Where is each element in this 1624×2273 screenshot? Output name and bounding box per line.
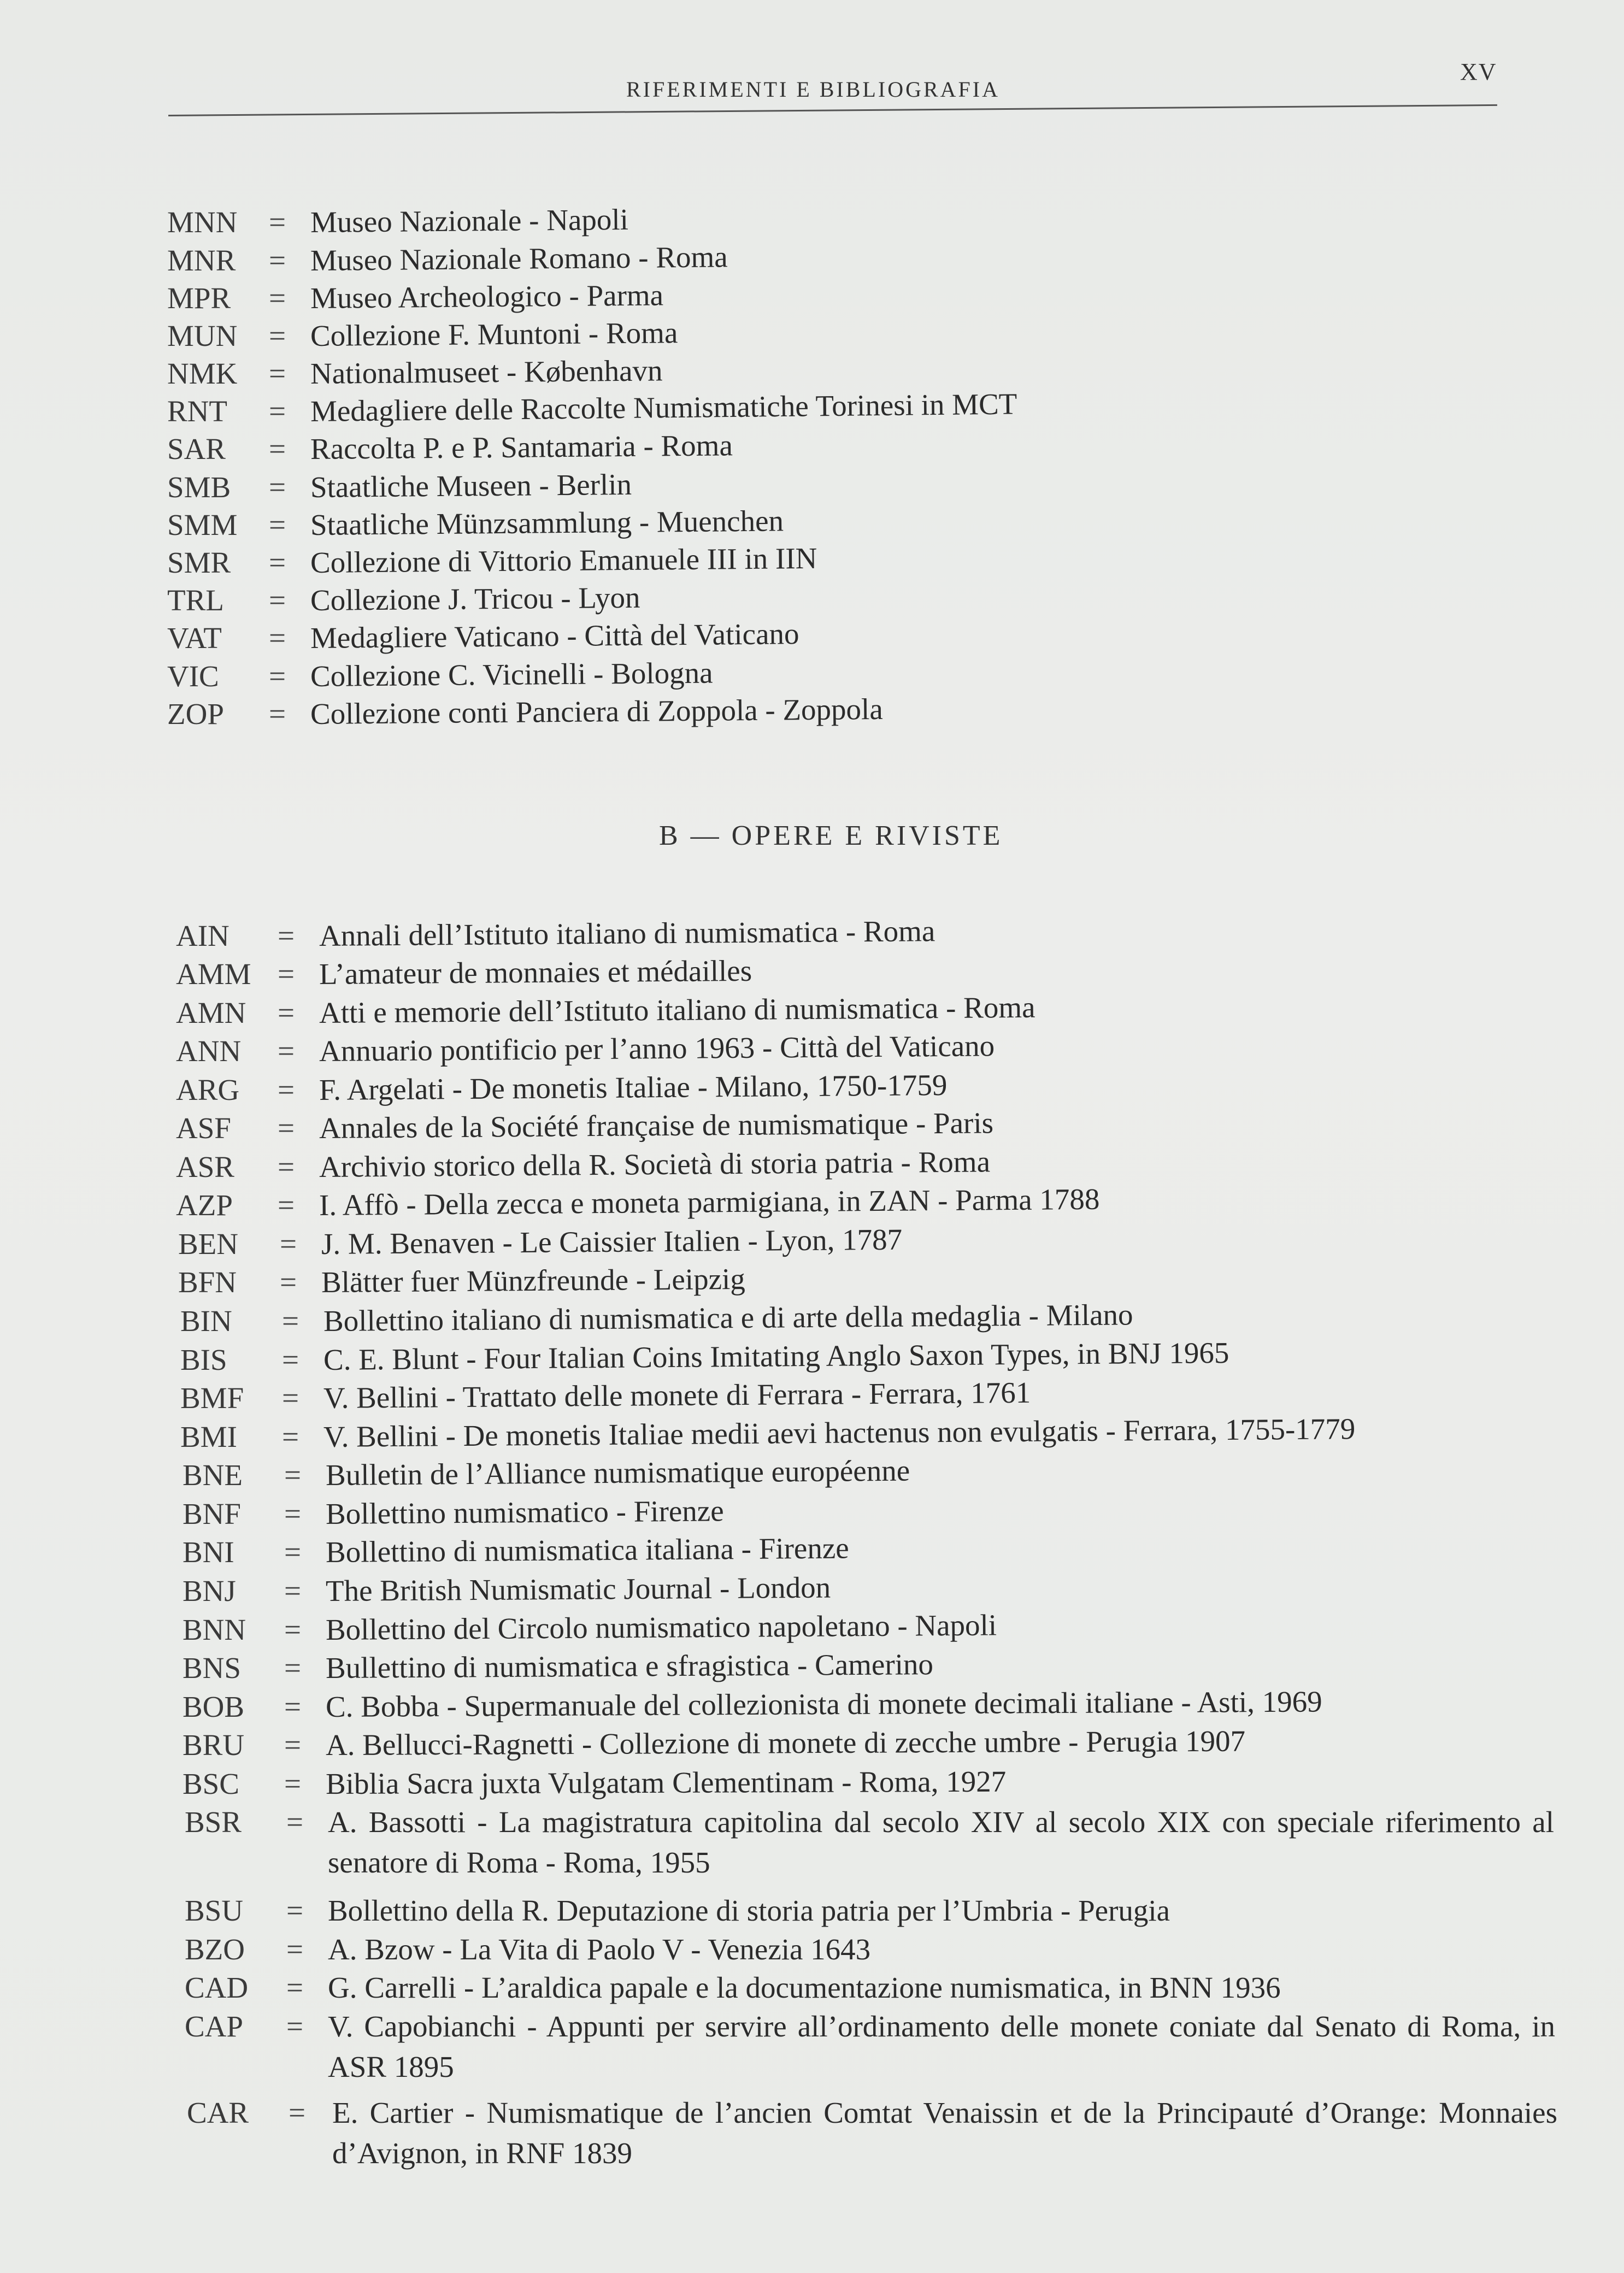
equals-sign: = — [280, 1227, 297, 1261]
equals-sign: = — [269, 357, 286, 390]
equals-sign: = — [269, 697, 286, 731]
entry-abbreviation: AIN — [176, 919, 230, 952]
entry-abbreviation: VAT — [167, 621, 222, 655]
running-head: RIFERIMENTI E BIBLIOGRAFIA — [626, 77, 1000, 102]
entry-abbreviation: CAR — [187, 2096, 249, 2129]
entry-abbreviation: BSU — [185, 1894, 243, 1927]
equals-sign: = — [280, 1265, 297, 1299]
equals-sign: = — [269, 205, 286, 239]
entry-abbreviation: BZO — [185, 1933, 245, 1966]
entry-abbreviation: BNE — [183, 1458, 243, 1492]
entry-description: Biblia Sacra juxta Vulgatam Clementinam - Roma, 1927 — [325, 1764, 1007, 1800]
equals-sign: = — [286, 2010, 304, 2043]
entry-description: Bollettino di numismatica italiana - Firenze — [325, 1531, 849, 1569]
equals-sign: = — [284, 1574, 302, 1607]
entry-abbreviation: BFN — [178, 1265, 237, 1299]
entry-abbreviation: BNS — [183, 1651, 241, 1685]
equals-sign: = — [284, 1497, 302, 1530]
entry-description: Bulletin de l’Alliance numismatique européenne — [325, 1453, 910, 1492]
entry-abbreviation: BNJ — [183, 1574, 236, 1607]
entry-abbreviation: BSR — [185, 1805, 242, 1839]
equals-sign: = — [269, 546, 286, 579]
equals-sign: = — [284, 1690, 302, 1723]
entry-description: The British Numismatic Journal - London — [325, 1570, 831, 1607]
equals-sign: = — [269, 244, 286, 277]
entry-description: Annales de la Société française de numismatique - Paris — [319, 1106, 994, 1145]
entry-description: Blätter fuer Münzfreunde - Leipzig — [321, 1262, 745, 1299]
equals-sign: = — [269, 659, 286, 693]
entry-description: Bollettino della R. Deputazione di storia patria per l’Umbria - Perugia — [328, 1894, 1170, 1927]
entry-abbreviation: BMF — [180, 1381, 244, 1415]
entry-abbreviation: ANN — [176, 1034, 242, 1068]
entry-abbreviation: RNT — [167, 394, 227, 428]
entry-abbreviation: BSC — [183, 1767, 239, 1800]
entry-description: Collezione F. Muntoni - Roma — [310, 316, 678, 352]
entry-abbreviation: BRU — [183, 1728, 245, 1762]
entry-abbreviation: MPR — [167, 281, 231, 315]
entry-abbreviation: ARG — [176, 1073, 240, 1106]
entry-abbreviation: ZOP — [167, 697, 224, 731]
equals-sign: = — [278, 1111, 295, 1145]
entry-abbreviation: BMI — [180, 1420, 237, 1453]
entry-description: C. E. Blunt - Four Italian Coins Imitating Anglo Saxon Types, in BNJ 1965 — [323, 1335, 1229, 1376]
entry-abbreviation: BIN — [180, 1304, 232, 1338]
entry-abbreviation: SAR — [167, 432, 226, 466]
equals-sign: = — [284, 1613, 302, 1646]
equals-sign: = — [278, 919, 295, 952]
entry-description: Collezione C. Vicinelli - Bologna — [310, 656, 713, 693]
entry-abbreviation: BNF — [183, 1497, 241, 1530]
equals-sign: = — [269, 394, 286, 428]
entry-description: A. Bzow - La Vita di Paolo V - Venezia 1643 — [328, 1933, 871, 1966]
entry-description: Collezione J. Tricou - Lyon — [310, 580, 640, 617]
entry-description: V. Bellini - Trattato delle monete di Ferrara - Ferrara, 1761 — [323, 1375, 1031, 1415]
equals-sign: = — [284, 1535, 302, 1569]
entry-description: Museo Nazionale - Napoli — [310, 202, 629, 239]
section-title: B — OPERE E RIVISTE — [659, 820, 1003, 851]
equals-sign: = — [284, 1728, 302, 1762]
entry-description: Collezione conti Panciera di Zoppola - Zoppola — [310, 692, 883, 731]
entry-description: A. Bellucci-Ragnetti - Collezione di monete di zecche umbre - Perugia 1907 — [325, 1724, 1246, 1762]
entry-description: A. Bassotti - La magistratura capitolina dal secolo XIV al secolo XIX con speciale riferimento al senatore di Roma - Roma, 1955 — [328, 1805, 1554, 1879]
equals-sign: = — [284, 1767, 302, 1800]
entry-abbreviation: NMK — [167, 357, 238, 390]
equals-sign: = — [282, 1420, 299, 1453]
equals-sign: = — [278, 957, 295, 991]
entry-description: Museo Archeologico - Parma — [310, 278, 664, 315]
entry-description: F. Argelati - De monetis Italiae - Milano, 1750-1759 — [319, 1068, 948, 1106]
entry-description: Medagliere Vaticano - Città del Vaticano — [310, 617, 799, 655]
equals-sign: = — [278, 996, 295, 1029]
equals-sign: = — [286, 1805, 304, 1839]
entry-abbreviation: AZP — [176, 1188, 233, 1222]
entry-abbreviation: SMR — [167, 546, 231, 579]
entry-abbreviation: CAD — [185, 1971, 249, 2004]
entry-description: Bollettino del Circolo numismatico napoletano - Napoli — [325, 1608, 997, 1646]
entry-description: E. Cartier - Numismatique de l’ancien Comtat Venaissin et de la Principauté d’Orange: Monnaies d’Avignon, in RNF 1839 — [332, 2096, 1557, 2170]
page-number: XV — [1460, 58, 1497, 85]
equals-sign: = — [278, 1073, 295, 1106]
equals-sign: = — [269, 319, 286, 352]
entry-abbreviation: SMM — [167, 508, 238, 541]
equals-sign: = — [278, 1188, 295, 1222]
equals-sign: = — [269, 508, 286, 541]
equals-sign: = — [278, 1034, 295, 1068]
header-rule — [168, 104, 1497, 116]
entry-description: Bollettino italiano di numismatica e di arte della medaglia - Milano — [323, 1298, 1133, 1338]
entry-abbreviation: MNR — [167, 244, 236, 277]
entry-abbreviation: VIC — [167, 659, 219, 693]
entry-description: Annali dell’Istituto italiano di numismatica - Roma — [319, 914, 935, 952]
entry-description: Atti e memorie dell’Istituto italiano di numismatica - Roma — [319, 990, 1035, 1029]
entry-abbreviation: BEN — [178, 1227, 238, 1261]
entry-description: Medagliere delle Raccolte Numismatiche Torinesi in MCT — [310, 387, 1017, 428]
equals-sign: = — [284, 1651, 302, 1685]
equals-sign: = — [286, 1971, 304, 2004]
entry-description: Collezione di Vittorio Emanuele III in IIN — [310, 541, 817, 579]
equals-sign: = — [278, 1150, 295, 1183]
equals-sign: = — [286, 1894, 304, 1927]
entry-abbreviation: BOB — [183, 1690, 245, 1723]
entry-description: G. Carrelli - L’araldica papale e la documentazione numismatica, in BNN 1936 — [328, 1971, 1281, 2004]
entry-abbreviation: ASF — [176, 1111, 231, 1145]
equals-sign: = — [269, 432, 286, 466]
entry-description: I. Affò - Della zecca e moneta parmigiana, in ZAN - Parma 1788 — [319, 1182, 1100, 1222]
entry-abbreviation: BNI — [183, 1535, 234, 1569]
entry-abbreviation: TRL — [167, 584, 224, 617]
entry-abbreviation: AMM — [176, 957, 251, 991]
equals-sign: = — [269, 621, 286, 655]
entry-description: V. Capobianchi - Appunti per servire all’ordinamento delle monete coniate dal Senato di Roma, in ASR 1895 — [328, 2010, 1555, 2083]
entry-abbreviation: BNN — [183, 1613, 246, 1646]
entry-description: Staatliche Museen - Berlin — [310, 467, 632, 504]
entry-abbreviation: CAP — [185, 2010, 243, 2043]
equals-sign: = — [289, 2096, 306, 2129]
entry-description: Bollettino numismatico - Firenze — [325, 1494, 724, 1530]
entry-abbreviation: SMB — [167, 470, 231, 504]
entry-description: Staatliche Münzsammlung - Muenchen — [310, 504, 784, 541]
entry-description: Raccolta P. e P. Santamaria - Roma — [310, 428, 733, 466]
entry-description: Nationalmuseet - København — [310, 354, 663, 390]
entry-description: L’amateur de monnaies et médailles — [319, 953, 752, 991]
entry-abbreviation: BIS — [180, 1343, 227, 1376]
equals-sign: = — [269, 584, 286, 617]
equals-sign: = — [282, 1304, 299, 1338]
equals-sign: = — [269, 470, 286, 504]
equals-sign: = — [269, 281, 286, 315]
entry-abbreviation: MNN — [167, 205, 238, 239]
entry-description: Bullettino di numismatica e sfragistica - Camerino — [325, 1647, 934, 1685]
entry-description: C. Bobba - Supermanuale del collezionista di monete decimali italiane - Asti, 1969 — [325, 1685, 1322, 1723]
equals-sign: = — [286, 1933, 304, 1966]
equals-sign: = — [282, 1343, 299, 1376]
entry-abbreviation: ASR — [176, 1150, 234, 1183]
entry-description: Annuario pontificio per l’anno 1963 - Città del Vaticano — [319, 1029, 995, 1068]
entry-description: Museo Nazionale Romano - Roma — [310, 240, 728, 277]
entry-abbreviation: AMN — [176, 996, 246, 1029]
entry-description: J. M. Benaven - Le Caissier Italien - Lyon, 1787 — [321, 1222, 903, 1261]
equals-sign: = — [282, 1381, 299, 1415]
entry-abbreviation: MUN — [167, 319, 238, 352]
equals-sign: = — [284, 1458, 302, 1492]
entry-description: Archivio storico della R. Società di storia patria - Roma — [319, 1145, 991, 1183]
entry-description: V. Bellini - De monetis Italiae medii aevi hactenus non evulgatis - Ferrara, 1755-1779 — [323, 1412, 1356, 1453]
